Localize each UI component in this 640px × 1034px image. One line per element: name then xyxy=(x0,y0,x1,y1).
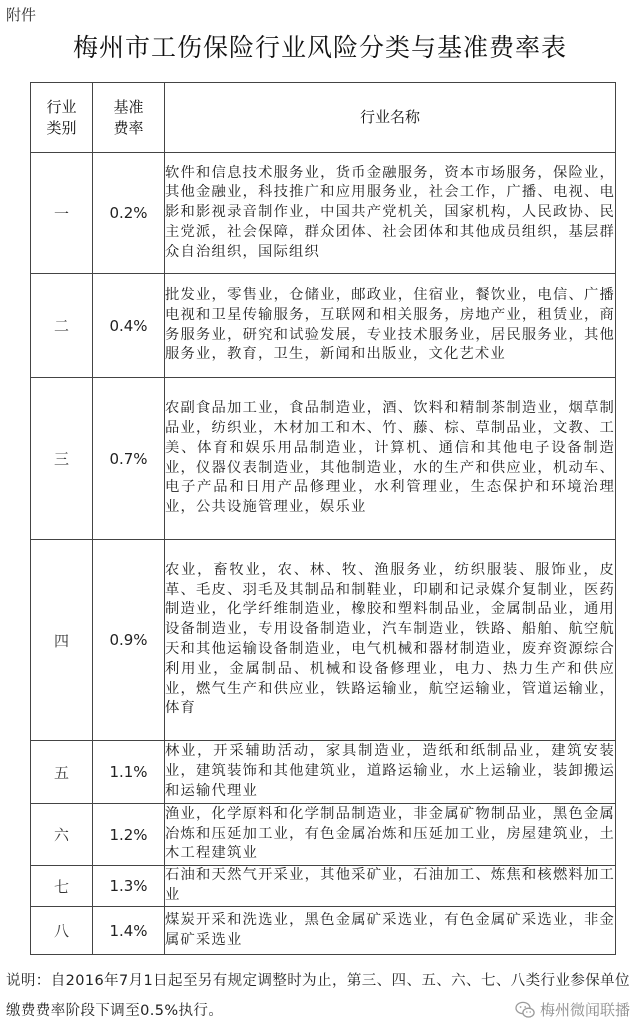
table-header-row xyxy=(31,83,616,153)
industry-names-cell: 林业，开采辅助活动，家具制造业，造纸和纸制品业，建筑安装业，建筑装饰和其他建筑业，道路运输业，水上运输业，装卸搬运和运输代理业 xyxy=(165,741,616,804)
table-row xyxy=(31,378,616,540)
footnote: 说明：自2016年7月1日起至另有规定调整时为止，第三、四、五、六、七、八类行业参保单位缴费费率阶段下调至0.5%执行。 xyxy=(6,973,630,1019)
header-category: 行业 类别 xyxy=(31,83,93,153)
category-cell: 四 xyxy=(31,540,93,741)
attachment-label: 附件 xyxy=(6,6,37,24)
rate-cell: 1.1% xyxy=(93,741,165,804)
header-names: 行业名称 xyxy=(165,83,616,153)
category-cell: 八 xyxy=(31,907,93,955)
industry-names-cell: 石油和天然气开采业，其他采矿业，石油加工、炼焦和核燃料加工业 xyxy=(165,866,616,907)
industry-names-cell: 煤炭开采和洗选业，黑色金属矿采选业，有色金属矿采选业，非金属矿采选业 xyxy=(165,907,616,955)
watermark xyxy=(515,999,630,1020)
industry-names-cell: 批发业，零售业，仓储业，邮政业，住宿业，餐饮业，电信、广播电视和卫星传输服务，互联网和相关服务，房地产业，租赁业，商务服务业，研究和试验发展，专业技术服务业，居民服务业，其他服务业，教育，卫生，新闻和出版业，文化艺术业 xyxy=(165,274,616,378)
rate-cell: 0.4% xyxy=(93,274,165,378)
category-cell: 一 xyxy=(31,153,93,274)
header-rate: 基准 费率 xyxy=(93,83,165,153)
document-title: 梅州市工伤保险行业风险分类与基准费率表 xyxy=(72,33,567,62)
table-row xyxy=(31,741,616,804)
table-row xyxy=(31,804,616,866)
rate-cell: 0.2% xyxy=(93,153,165,274)
industry-names-cell: 农业，畜牧业，农、林、牧、渔服务业，纺织服装、服饰业，皮革、毛皮、羽毛及其制品和制鞋业，印刷和记录媒介复制业，医药制造业，化学纤维制造业，橡胶和塑料制品业，金属制品业，通用设备制造业，专用设备制造业，汽车制造业，铁路、船舶、航空航天和其他运输设备制造业，电气机械和器材制造业，废弃资源综合利用业，金属制品、机械和设备修理业，电力、热力生产和供应业，燃气生产和供应业，铁路运输业，航空运输业，管道运输业，体育 xyxy=(165,540,616,741)
category-cell: 二 xyxy=(31,274,93,378)
rate-cell: 1.3% xyxy=(93,866,165,907)
table-row xyxy=(31,866,616,907)
category-cell: 七 xyxy=(31,866,93,907)
table-row xyxy=(31,153,616,274)
rate-table xyxy=(30,82,616,955)
table-row xyxy=(31,274,616,378)
rate-cell: 0.9% xyxy=(93,540,165,741)
rate-cell: 1.4% xyxy=(93,907,165,955)
industry-names-cell: 农副食品加工业，食品制造业，酒、饮料和精制茶制造业，烟草制品业，纺织业，木材加工和木、竹、藤、棕、草制品业，文教、工美、体育和娱乐用品制造业，计算机、通信和其他电子设备制造业，仪器仪表制造业，其他制造业，水的生产和供应业，机动车、电子产品和日用产品修理业，水利管理业，生态保护和环境治理业，公共设施管理业，娱乐业 xyxy=(165,378,616,540)
category-cell: 五 xyxy=(31,741,93,804)
table-row xyxy=(31,907,616,955)
industry-names-cell: 渔业，化学原料和化学制品制造业，非金属矿物制品业，黑色金属冶炼和压延加工业，有色金属冶炼和压延加工业，房屋建筑业，土木工程建筑业 xyxy=(165,804,616,866)
rate-cell: 0.7% xyxy=(93,378,165,540)
rate-cell: 1.2% xyxy=(93,804,165,866)
watermark-text: 梅州微闻联播 xyxy=(539,1001,630,1019)
table-row xyxy=(31,540,616,741)
category-cell: 六 xyxy=(31,804,93,866)
category-cell: 三 xyxy=(31,378,93,540)
industry-names-cell: 软件和信息技术服务业，货币金融服务，资本市场服务，保险业，其他金融业，科技推广和应用服务业，社会工作，广播、电视、电影和影视录音制作业，中国共产党机关，国家机构，人民政协、民主党派，社会保障，群众团体、社会团体和其他成员组织，基层群众自治组织，国际组织 xyxy=(165,153,616,274)
wechat-icon xyxy=(515,1001,535,1019)
